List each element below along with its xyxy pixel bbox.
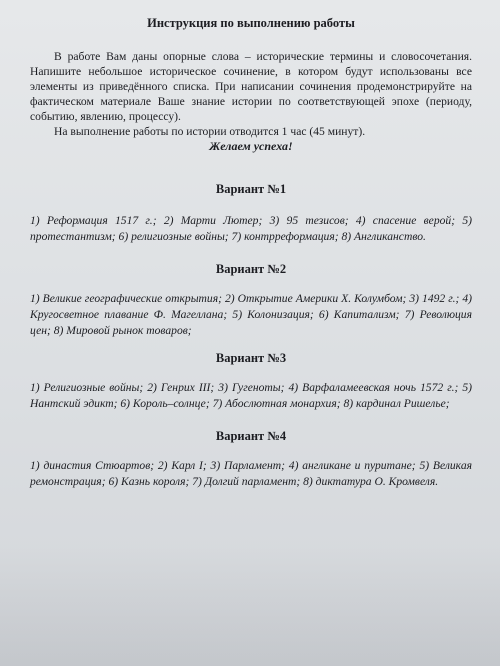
instructions-paragraph: В работе Вам даны опорные слова – исторические термины и словосочетания. Напишите небольшое историческое сочинение, в котором будут использованы все элементы из приведённого списка. При написании сочинения продемонстрируйте на фактическом материале Ваше знание истории по соответствующей эпохе (периоду, событию, явлению, процессу).	[30, 50, 472, 123]
variant-1-terms: 1) Реформация 1517 г.; 2) Марти Лютер; 3) 95 тезисов; 4) спасение верой; 5) протестантизм; 6) религиозные войны; 7) контрреформация; 8) Англиканство.	[30, 214, 472, 243]
paper-shadow	[0, 546, 500, 666]
good-luck-text: Желаем успеха!	[209, 139, 293, 153]
variant-3-terms: 1) Религиозные войны; 2) Генрих III; 3) Гугеноты; 4) Варфаламеевская ночь 1572 г.; 5) Нантский эдикт; 6) Король–солнце; 7) Абослютная монархия; 8) кардинал Ришелье;	[30, 381, 472, 410]
variant-1-title: Вариант №1	[215, 182, 287, 196]
variant-3-title: Вариант №3	[215, 351, 287, 365]
time-limit-paragraph: На выполнение работы по истории отводится 1 час (45 минут).	[54, 125, 366, 138]
variant-4-terms: 1) династия Стюартов; 2) Карл I; 3) Парламент; 4) англикане и пуритане; 5) Великая ремонстрация; 6) Казнь короля; 7) Долгий парламент; 8) диктатура О. Кромвеля.	[30, 459, 472, 488]
variant-4-title: Вариант №4	[215, 429, 287, 443]
variant-2-terms: 1) Великие географические открытия; 2) Открытие Америки Х. Колумбом; 3) 1492 г.; 4) Кругосветное плавание Ф. Магеллана; 5) Колонизация; 6) Капитализм; 7) Революция цен; 8) Мировой рынок товаров;	[30, 292, 472, 337]
variant-2-title: Вариант №2	[215, 262, 287, 276]
document-title: Инструкция по выполнению работы	[147, 16, 355, 30]
